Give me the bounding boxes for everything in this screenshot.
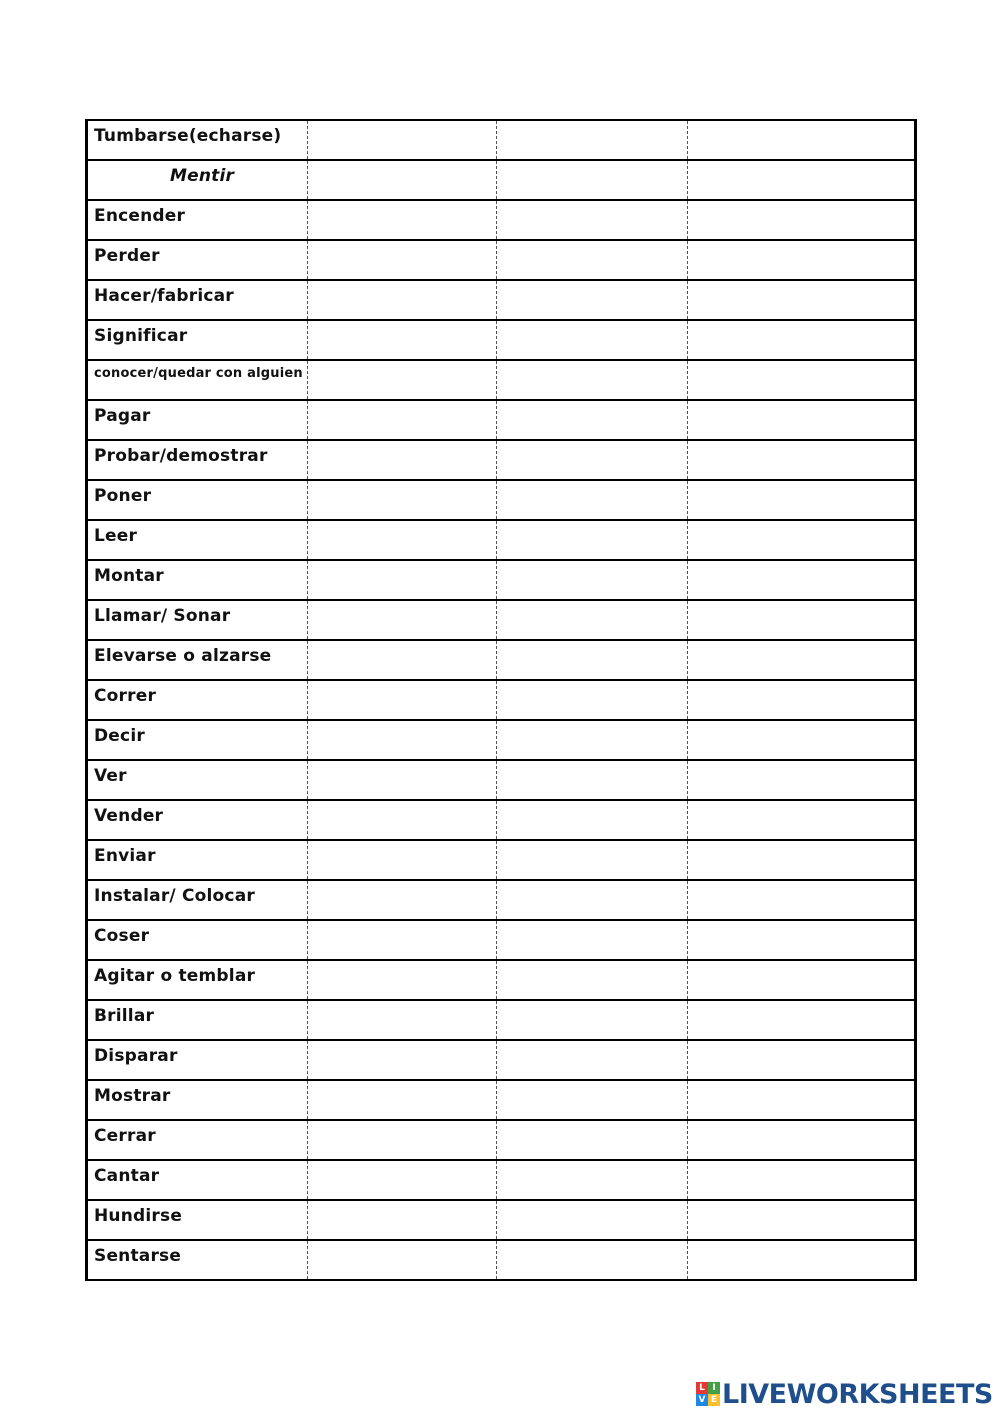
- worksheet-row: [87, 560, 916, 600]
- infinitive-answer-input[interactable]: [308, 681, 496, 719]
- infinitive-answer-input[interactable]: [308, 1201, 496, 1239]
- worksheet-row: [87, 1200, 916, 1240]
- past-simple-answer-input[interactable]: [497, 241, 687, 279]
- infinitive-answer-cell: [308, 160, 497, 200]
- infinitive-answer-cell: [308, 1000, 497, 1040]
- worksheet-row: [87, 1120, 916, 1160]
- past-simple-answer-input[interactable]: [497, 641, 687, 679]
- past-participle-answer-cell: [688, 120, 916, 160]
- past-simple-answer-cell: [497, 840, 688, 880]
- verb-label: Disparar: [87, 1040, 308, 1080]
- verb-label: Cerrar: [87, 1120, 308, 1160]
- past-participle-answer-cell: [688, 440, 916, 480]
- past-simple-answer-input[interactable]: [497, 1201, 687, 1239]
- past-simple-answer-input[interactable]: [497, 1161, 687, 1199]
- infinitive-answer-input[interactable]: [308, 481, 496, 519]
- verb-label: Vender: [87, 800, 308, 840]
- infinitive-answer-cell: [308, 880, 497, 920]
- past-participle-answer-cell: [688, 240, 916, 280]
- past-participle-answer-cell: [688, 760, 916, 800]
- liveworksheets-brand: [696, 1378, 993, 1410]
- past-participle-answer-input[interactable]: [688, 641, 914, 679]
- past-simple-answer-input[interactable]: [497, 761, 687, 799]
- infinitive-answer-input[interactable]: [308, 361, 496, 399]
- past-simple-answer-cell: [497, 520, 688, 560]
- past-simple-answer-cell: [497, 640, 688, 680]
- verb-label: Poner: [87, 480, 308, 520]
- past-participle-answer-cell: [688, 1160, 916, 1200]
- worksheet-row: [87, 1240, 916, 1280]
- worksheet-row: [87, 1160, 916, 1200]
- past-participle-answer-input[interactable]: [688, 1121, 914, 1159]
- infinitive-answer-input[interactable]: [308, 1081, 496, 1119]
- past-participle-answer-cell: [688, 920, 916, 960]
- infinitive-answer-input[interactable]: [308, 561, 496, 599]
- past-simple-answer-cell: [497, 880, 688, 920]
- past-participle-answer-input[interactable]: [688, 721, 914, 759]
- past-simple-answer-input[interactable]: [497, 561, 687, 599]
- infinitive-answer-cell: [308, 400, 497, 440]
- past-simple-answer-input[interactable]: [497, 361, 687, 399]
- past-simple-answer-input[interactable]: [497, 601, 687, 639]
- infinitive-answer-cell: [308, 560, 497, 600]
- infinitive-answer-input[interactable]: [308, 441, 496, 479]
- infinitive-answer-input[interactable]: [308, 601, 496, 639]
- past-participle-answer-input[interactable]: [688, 1241, 914, 1279]
- worksheet-row: [87, 1000, 916, 1040]
- infinitive-answer-cell: [308, 240, 497, 280]
- verb-label: Encender: [87, 200, 308, 240]
- past-simple-answer-input[interactable]: [497, 721, 687, 759]
- past-participle-answer-cell: [688, 360, 916, 400]
- brand-name: LIVEWORKSHEETS: [722, 1378, 993, 1410]
- past-simple-answer-cell: [497, 440, 688, 480]
- past-simple-answer-input[interactable]: [497, 1241, 687, 1279]
- infinitive-answer-cell: [308, 680, 497, 720]
- verb-label: Montar: [87, 560, 308, 600]
- past-simple-answer-cell: [497, 680, 688, 720]
- past-simple-answer-input[interactable]: [497, 1001, 687, 1039]
- worksheet-row: [87, 520, 916, 560]
- verb-label: Sentarse: [87, 1240, 308, 1280]
- past-simple-answer-input[interactable]: [497, 681, 687, 719]
- verb-worksheet-table: [85, 119, 917, 1281]
- verb-label: Mentir: [87, 160, 308, 200]
- past-simple-answer-input[interactable]: [497, 1121, 687, 1159]
- infinitive-answer-input[interactable]: [308, 1041, 496, 1079]
- past-participle-answer-cell: [688, 800, 916, 840]
- past-simple-answer-cell: [497, 800, 688, 840]
- verb-label: conocer/quedar con alguien: [87, 360, 308, 400]
- past-simple-answer-cell: [497, 600, 688, 640]
- infinitive-answer-cell: [308, 320, 497, 360]
- infinitive-answer-cell: [308, 800, 497, 840]
- infinitive-answer-cell: [308, 280, 497, 320]
- verb-label: Elevarse o alzarse: [87, 640, 308, 680]
- past-participle-answer-input[interactable]: [688, 361, 914, 399]
- infinitive-answer-cell: [308, 1080, 497, 1120]
- past-participle-answer-input[interactable]: [688, 1041, 914, 1079]
- infinitive-answer-cell: [308, 440, 497, 480]
- past-participle-answer-input[interactable]: [688, 681, 914, 719]
- past-participle-answer-cell: [688, 1080, 916, 1120]
- past-participle-answer-input[interactable]: [688, 921, 914, 959]
- infinitive-answer-input[interactable]: [308, 801, 496, 839]
- past-participle-answer-cell: [688, 160, 916, 200]
- past-participle-answer-cell: [688, 1040, 916, 1080]
- past-participle-answer-cell: [688, 1000, 916, 1040]
- past-simple-answer-cell: [497, 1240, 688, 1280]
- past-simple-answer-input[interactable]: [497, 481, 687, 519]
- verb-label: Ver: [87, 760, 308, 800]
- past-simple-answer-input[interactable]: [497, 121, 687, 159]
- worksheet-body: [87, 120, 916, 1280]
- past-participle-answer-cell: [688, 400, 916, 440]
- past-participle-answer-cell: [688, 880, 916, 920]
- past-participle-answer-input[interactable]: [688, 961, 914, 999]
- past-participle-answer-input[interactable]: [688, 321, 914, 359]
- past-simple-answer-cell: [497, 720, 688, 760]
- worksheet-row: [87, 680, 916, 720]
- past-participle-answer-input[interactable]: [688, 481, 914, 519]
- verb-label: Hundirse: [87, 1200, 308, 1240]
- infinitive-answer-input[interactable]: [308, 641, 496, 679]
- past-participle-answer-cell: [688, 480, 916, 520]
- verb-label: Probar/demostrar: [87, 440, 308, 480]
- past-simple-answer-input[interactable]: [497, 921, 687, 959]
- past-participle-answer-input[interactable]: [688, 601, 914, 639]
- infinitive-answer-cell: [308, 360, 497, 400]
- past-participle-answer-cell: [688, 280, 916, 320]
- past-simple-answer-input[interactable]: [497, 1081, 687, 1119]
- past-participle-answer-input[interactable]: [688, 841, 914, 879]
- verb-label: Brillar: [87, 1000, 308, 1040]
- logo-letter: I: [708, 1382, 720, 1394]
- past-simple-answer-cell: [497, 360, 688, 400]
- verb-label: Pagar: [87, 400, 308, 440]
- infinitive-answer-cell: [308, 1200, 497, 1240]
- past-participle-answer-cell: [688, 200, 916, 240]
- verb-label: Llamar/ Sonar: [87, 600, 308, 640]
- past-simple-answer-input[interactable]: [497, 1041, 687, 1079]
- infinitive-answer-cell: [308, 600, 497, 640]
- infinitive-answer-cell: [308, 1240, 497, 1280]
- past-participle-answer-cell: [688, 1200, 916, 1240]
- worksheet-row: [87, 120, 916, 160]
- past-simple-answer-input[interactable]: [497, 281, 687, 319]
- past-simple-answer-cell: [497, 160, 688, 200]
- infinitive-answer-cell: [308, 120, 497, 160]
- past-participle-answer-cell: [688, 560, 916, 600]
- verb-label: Hacer/fabricar: [87, 280, 308, 320]
- infinitive-answer-cell: [308, 520, 497, 560]
- worksheet-row: [87, 240, 916, 280]
- worksheet-row: [87, 880, 916, 920]
- past-simple-answer-cell: [497, 760, 688, 800]
- verb-label: Perder: [87, 240, 308, 280]
- worksheet-row: [87, 320, 916, 360]
- past-participle-answer-input[interactable]: [688, 281, 914, 319]
- infinitive-answer-input[interactable]: [308, 721, 496, 759]
- infinitive-answer-input[interactable]: [308, 761, 496, 799]
- worksheet-row: [87, 640, 916, 680]
- past-simple-answer-input[interactable]: [497, 321, 687, 359]
- past-simple-answer-input[interactable]: [497, 521, 687, 559]
- verb-label: Cantar: [87, 1160, 308, 1200]
- past-simple-answer-cell: [497, 560, 688, 600]
- worksheet-row: [87, 400, 916, 440]
- past-participle-answer-input[interactable]: [688, 441, 914, 479]
- past-participle-answer-input[interactable]: [688, 241, 914, 279]
- verb-label: Significar: [87, 320, 308, 360]
- infinitive-answer-input[interactable]: [308, 121, 496, 159]
- past-participle-answer-cell: [688, 1240, 916, 1280]
- past-participle-answer-input[interactable]: [688, 161, 914, 199]
- past-simple-answer-cell: [497, 200, 688, 240]
- past-simple-answer-cell: [497, 120, 688, 160]
- past-simple-answer-cell: [497, 1040, 688, 1080]
- past-participle-answer-cell: [688, 840, 916, 880]
- infinitive-answer-input[interactable]: [308, 921, 496, 959]
- worksheet-row: [87, 920, 916, 960]
- verb-label: Correr: [87, 680, 308, 720]
- infinitive-answer-cell: [308, 920, 497, 960]
- past-simple-answer-cell: [497, 1080, 688, 1120]
- logo-letter: V: [696, 1394, 708, 1406]
- infinitive-answer-input[interactable]: [308, 401, 496, 439]
- worksheet-row: [87, 440, 916, 480]
- past-participle-answer-input[interactable]: [688, 1201, 914, 1239]
- infinitive-answer-cell: [308, 1160, 497, 1200]
- past-participle-answer-input[interactable]: [688, 881, 914, 919]
- worksheet-row: [87, 800, 916, 840]
- verb-label: Coser: [87, 920, 308, 960]
- past-participle-answer-input[interactable]: [688, 521, 914, 559]
- past-simple-answer-cell: [497, 1120, 688, 1160]
- logo-letter: L: [696, 1382, 708, 1394]
- past-participle-answer-input[interactable]: [688, 1161, 914, 1199]
- past-simple-answer-input[interactable]: [497, 201, 687, 239]
- infinitive-answer-input[interactable]: [308, 961, 496, 999]
- infinitive-answer-input[interactable]: [308, 881, 496, 919]
- infinitive-answer-cell: [308, 200, 497, 240]
- past-participle-answer-cell: [688, 960, 916, 1000]
- worksheet-row: [87, 960, 916, 1000]
- worksheet-row: [87, 1040, 916, 1080]
- past-simple-answer-input[interactable]: [497, 961, 687, 999]
- logo-letter: E: [708, 1394, 720, 1406]
- infinitive-answer-input[interactable]: [308, 1161, 496, 1199]
- infinitive-answer-input[interactable]: [308, 1001, 496, 1039]
- past-participle-answer-cell: [688, 320, 916, 360]
- infinitive-answer-input[interactable]: [308, 521, 496, 559]
- infinitive-answer-input[interactable]: [308, 161, 496, 199]
- infinitive-answer-cell: [308, 960, 497, 1000]
- worksheet-row: [87, 600, 916, 640]
- past-participle-answer-input[interactable]: [688, 801, 914, 839]
- past-participle-answer-cell: [688, 600, 916, 640]
- worksheet-row: [87, 1080, 916, 1120]
- infinitive-answer-cell: [308, 760, 497, 800]
- past-participle-answer-input[interactable]: [688, 761, 914, 799]
- worksheet-row: [87, 160, 916, 200]
- verb-label: Agitar o temblar: [87, 960, 308, 1000]
- verb-label: Leer: [87, 520, 308, 560]
- verb-label: Instalar/ Colocar: [87, 880, 308, 920]
- past-simple-answer-input[interactable]: [497, 841, 687, 879]
- past-participle-answer-cell: [688, 1120, 916, 1160]
- worksheet-row: [87, 840, 916, 880]
- past-simple-answer-cell: [497, 400, 688, 440]
- past-participle-answer-input[interactable]: [688, 201, 914, 239]
- infinitive-answer-input[interactable]: [308, 241, 496, 279]
- past-simple-answer-input[interactable]: [497, 161, 687, 199]
- worksheet-row: [87, 760, 916, 800]
- worksheet-row: [87, 200, 916, 240]
- past-simple-answer-cell: [497, 240, 688, 280]
- past-simple-answer-cell: [497, 1160, 688, 1200]
- past-simple-answer-cell: [497, 960, 688, 1000]
- past-participle-answer-input[interactable]: [688, 1081, 914, 1119]
- past-participle-answer-input[interactable]: [688, 401, 914, 439]
- worksheet-row: [87, 720, 916, 760]
- verb-label: Enviar: [87, 840, 308, 880]
- past-participle-answer-input[interactable]: [688, 1001, 914, 1039]
- past-simple-answer-cell: [497, 280, 688, 320]
- past-participle-answer-cell: [688, 680, 916, 720]
- infinitive-answer-input[interactable]: [308, 281, 496, 319]
- past-participle-answer-cell: [688, 640, 916, 680]
- infinitive-answer-cell: [308, 1120, 497, 1160]
- past-simple-answer-input[interactable]: [497, 801, 687, 839]
- verb-label: Tumbarse(echarse): [87, 120, 308, 160]
- verb-label: Decir: [87, 720, 308, 760]
- past-simple-answer-cell: [497, 1000, 688, 1040]
- verb-label: Mostrar: [87, 1080, 308, 1120]
- past-participle-answer-input[interactable]: [688, 561, 914, 599]
- past-simple-answer-cell: [497, 920, 688, 960]
- infinitive-answer-cell: [308, 480, 497, 520]
- worksheet-row: [87, 360, 916, 400]
- infinitive-answer-input[interactable]: [308, 1121, 496, 1159]
- worksheet-row: [87, 480, 916, 520]
- past-simple-answer-input[interactable]: [497, 401, 687, 439]
- past-simple-answer-cell: [497, 1200, 688, 1240]
- liveworksheets-logo-icon: [696, 1382, 720, 1406]
- infinitive-answer-cell: [308, 720, 497, 760]
- past-simple-answer-input[interactable]: [497, 441, 687, 479]
- past-simple-answer-cell: [497, 320, 688, 360]
- infinitive-answer-input[interactable]: [308, 321, 496, 359]
- infinitive-answer-input[interactable]: [308, 841, 496, 879]
- past-participle-answer-input[interactable]: [688, 121, 914, 159]
- infinitive-answer-cell: [308, 840, 497, 880]
- infinitive-answer-input[interactable]: [308, 1241, 496, 1279]
- past-simple-answer-cell: [497, 480, 688, 520]
- infinitive-answer-cell: [308, 640, 497, 680]
- past-participle-answer-cell: [688, 520, 916, 560]
- worksheet-row: [87, 280, 916, 320]
- infinitive-answer-cell: [308, 1040, 497, 1080]
- past-participle-answer-cell: [688, 720, 916, 760]
- past-simple-answer-input[interactable]: [497, 881, 687, 919]
- infinitive-answer-input[interactable]: [308, 201, 496, 239]
